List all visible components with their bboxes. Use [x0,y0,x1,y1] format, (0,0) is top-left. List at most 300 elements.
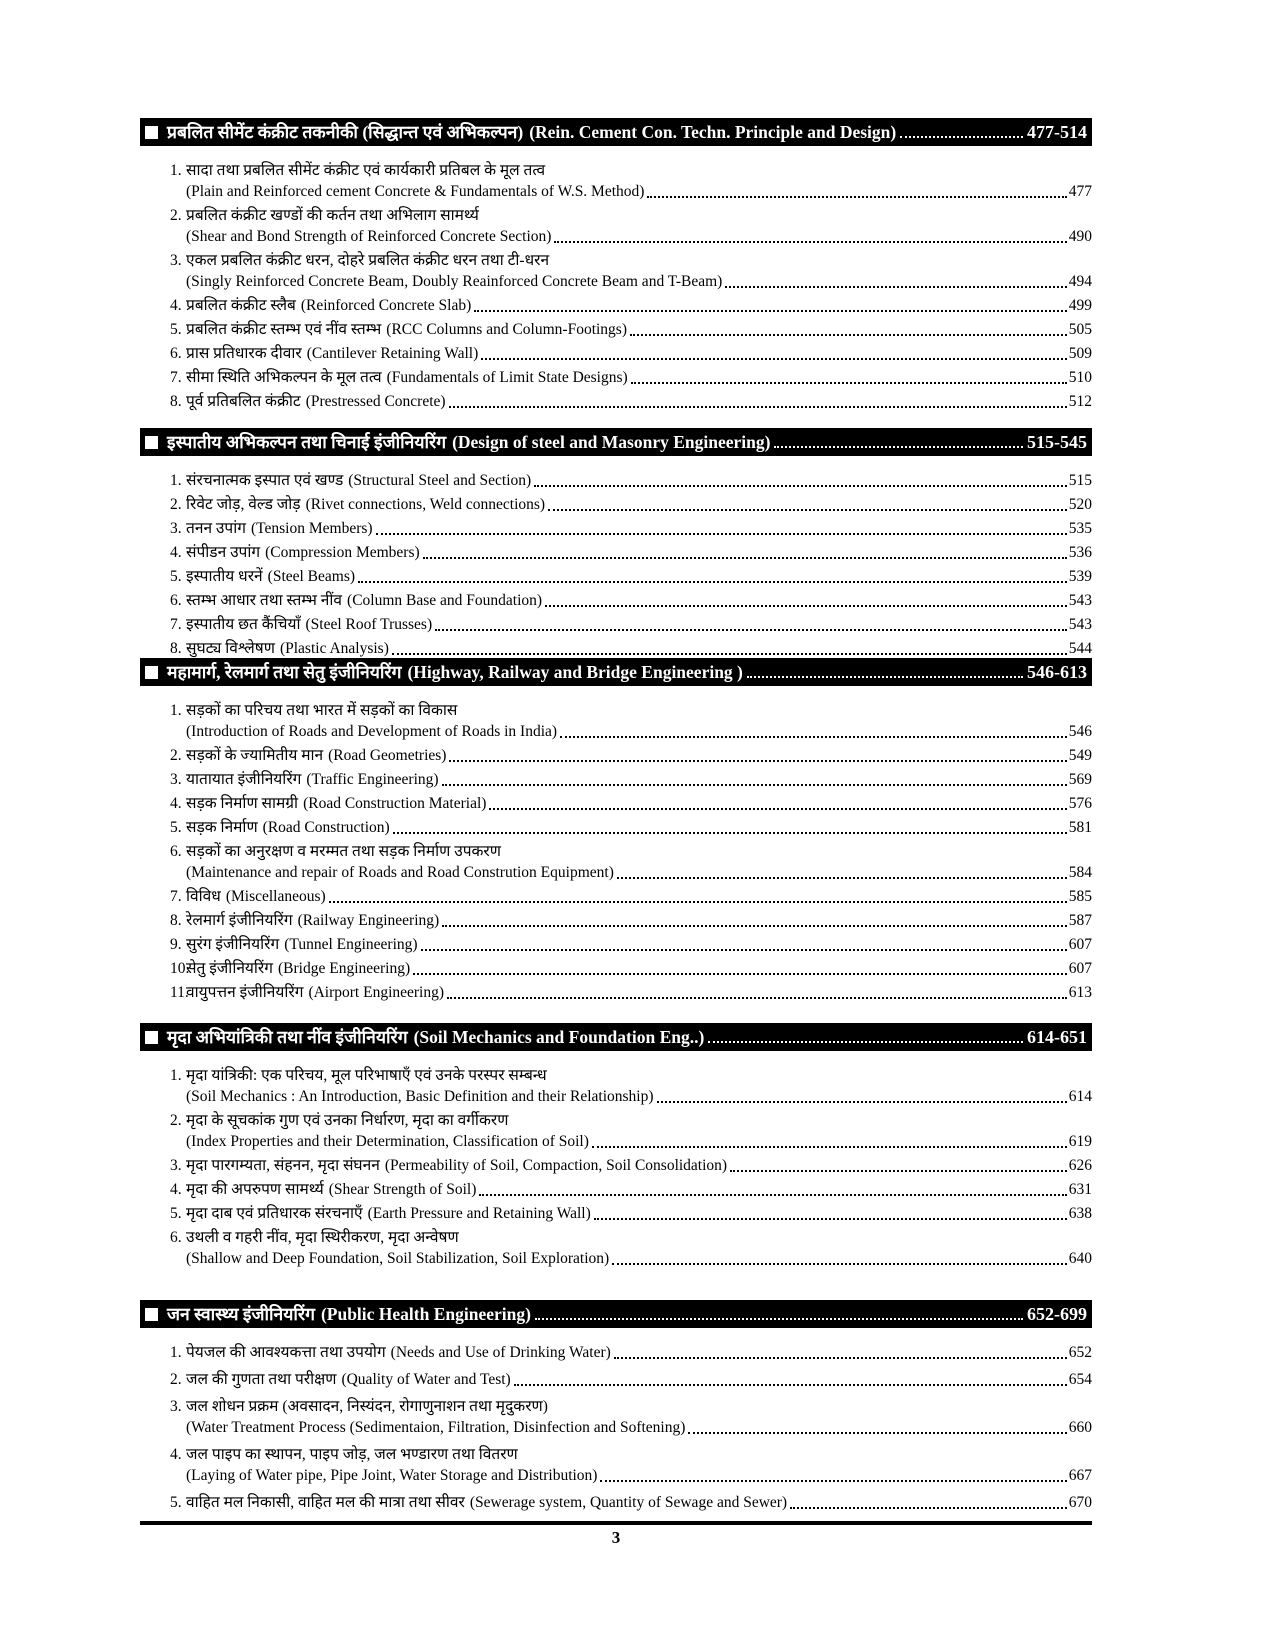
toc-entry [140,1110,1092,1152]
entry-text-english: (Steel Beams) [267,568,356,585]
entry-text-english: (Introduction of Roads and Development of Roads in India) [186,723,558,740]
entry-text-english: (RCC Columns and Column-Footings) [386,321,628,338]
entry-page-number: 546 [1068,723,1092,740]
entry-text-hindi: सड़कों का अनुरक्षण व मरम्मत तथा सड़क निर्माण उपकरण [186,843,501,860]
section-page-range: 515-545 [1027,431,1087,452]
entry-page-number: 569 [1068,771,1092,788]
section-title-hindi: प्रबलित सीमेंट कंक्रीट तकनीकी (सिद्धान्त एवं अभिकल्पन) [167,122,524,142]
entry-body [186,160,1092,202]
toc-entry [140,1203,1092,1224]
entry-text-hindi: उथली व गहरी नींव, मृदा स्थिरीकरण, मृदा अन्वेषण [186,1229,459,1246]
entry-text-hindi: मृदा की अपरुपण सामर्थ्य [186,1181,324,1198]
entry-body [186,841,1092,883]
entry-number: 4. [170,297,182,314]
entry-text-hindi: सीमा स्थिति अभिकल्पन के मूल तत्व [186,369,382,386]
toc-entry [140,295,1092,316]
entry-page-number: 494 [1068,273,1092,290]
dotted-leader [614,1357,1067,1359]
entry-page-number: 640 [1068,1250,1092,1267]
dotted-leader [479,1194,1066,1196]
entry-page-number: 654 [1068,1371,1092,1388]
entry-body [186,250,1092,292]
entry-text-english: (Index Properties and their Determination, Classification of Soil) [186,1133,589,1150]
section-title-english: (Highway, Railway and Bridge Engineering ) [407,661,743,682]
entry-body [186,391,1092,412]
entry-body [186,1396,1092,1438]
entry-page-number: 619 [1068,1133,1092,1150]
entry-line-english [186,862,1092,883]
dotted-leader [747,676,1023,678]
dotted-leader [358,581,1067,583]
dotted-leader [376,533,1067,535]
entry-line-hindi [186,160,1092,181]
entry-body [186,205,1092,247]
entry-line-hindi [186,205,1092,226]
dotted-leader [442,925,1067,927]
entry-number: 4. [170,544,182,561]
entry-text-hindi: पूर्व प्रतिबलित कंक्रीट [186,393,301,410]
entry-line [186,638,1092,659]
toc-entry [140,1227,1092,1269]
dotted-leader [423,557,1067,559]
entry-line-hindi [186,1065,1092,1086]
entry-text-english: (Tunnel Engineering) [284,936,418,953]
toc-entry [140,542,1092,563]
section-title-english: (Soil Mechanics and Foundation Eng..) [413,1026,705,1047]
entry-page-number: 626 [1068,1157,1092,1174]
toc-entry [140,700,1092,742]
section-title-english: (Public Health Engineering) [320,1303,531,1324]
entry-number: 4. [170,1181,182,1198]
section-entries [140,1342,1092,1513]
dotted-leader [617,877,1067,879]
entry-text-english: (Permeability of Soil, Compaction, Soil Consolidation) [384,1157,728,1174]
dotted-leader [413,973,1067,975]
entry-text-hindi: प्रबलित कंक्रीट स्लैब [186,297,296,314]
toc-entry [140,841,1092,883]
toc-section [140,1023,1092,1272]
entry-line-hindi [186,1227,1092,1248]
entry-body [186,817,1092,838]
section-page-range: 614-651 [1027,1026,1087,1047]
entry-text-hindi: प्रबलित कंक्रीट खण्डों की कर्तन तथा अभिलाग सामर्थ्य [186,207,479,224]
entry-line [186,590,1092,611]
entry-body [186,958,1092,979]
entry-text-hindi: मृदा दाब एवं प्रतिधारक संरचनाएँ [186,1205,363,1222]
entry-text-hindi: जल की गुणता तथा परीक्षण [186,1371,337,1388]
entry-body [186,518,1092,539]
entry-page-number: 512 [1068,393,1092,410]
entry-line-hindi [186,1110,1092,1131]
entry-text-hindi: इस्पातीय छत कैंचियाँ [186,616,301,633]
entry-line [186,1155,1092,1176]
toc-entry [140,1369,1092,1390]
dotted-leader [449,406,1067,408]
dotted-leader [514,1384,1067,1386]
entry-number: 5. [170,568,182,585]
entry-number: 7. [170,369,182,386]
entry-text-english: (Road Construction) [262,819,390,836]
entry-line [186,566,1092,587]
entry-page-number: 520 [1068,496,1092,513]
entry-text-hindi: मृदा के सूचकांक गुण एवं उनका निर्धारण, मृदा का वर्गीकरण [186,1112,509,1129]
section-title-hindi: जन स्वास्थ्य इंजीनियरिंग [167,1304,315,1324]
entry-number: 3. [170,520,182,537]
toc-entry [140,1065,1092,1107]
section-entries [140,160,1092,412]
entry-text-hindi: सुघट्य विश्लेषण [186,640,275,657]
entry-line [186,1369,1092,1390]
entry-body [186,700,1092,742]
entry-text-hindi: सड़क निर्माण सामग्री [186,795,299,812]
entry-number: 1. [170,162,182,179]
entry-text-hindi: सादा तथा प्रबलित सीमेंट कंक्रीट एवं कार्यकारी प्रतिबल के मूल तत्व [186,162,546,179]
entry-number: 8. [170,912,182,929]
section-title-english: (Design of steel and Masonry Engineering) [452,431,771,452]
dotted-leader [657,1101,1067,1103]
section-page-range: 546-613 [1027,661,1087,682]
entry-line-english [186,1131,1092,1152]
entry-body [186,638,1092,659]
entry-line [186,934,1092,955]
dotted-leader [560,736,1067,738]
square-bullet-icon [145,666,158,679]
entry-text-hindi: सड़कों के ज्यामितीय मान [186,747,324,764]
entry-line-english [186,1248,1092,1269]
entry-body [186,470,1092,491]
entry-body [186,590,1092,611]
entry-text-english: (Singly Reinforced Concrete Beam, Doubly Reainforced Concrete Beam and T-Beam) [186,273,723,290]
entry-number: 2. [170,207,182,224]
entry-number: 8. [170,640,182,657]
entry-line [186,1179,1092,1200]
entry-body [186,886,1092,907]
entry-line-hindi [186,1396,1092,1417]
entry-number: 8. [170,393,182,410]
entry-page-number: 652 [1068,1344,1092,1361]
toc-entry [140,1396,1092,1438]
entry-body [186,1065,1092,1107]
entry-text-hindi: एकल प्रबलित कंक्रीट धरन, दोहरे प्रबलित कंक्रीट धरन तथा टी-धरन [186,252,550,269]
section-header [140,1023,1092,1051]
entry-text-english: (Soil Mechanics : An Introduction, Basic Definition and their Relationship) [186,1088,654,1105]
entry-body [186,910,1092,931]
dotted-leader [534,485,1067,487]
entry-page-number: 584 [1068,864,1092,881]
entry-page-number: 549 [1068,747,1092,764]
dotted-leader [481,358,1067,360]
entry-text-english: (Shear and Bond Strength of Reinforced Concrete Section) [186,228,552,245]
entry-body [186,566,1092,587]
entry-number: 1. [170,472,182,489]
toc-entry [140,470,1092,491]
dotted-leader [708,1041,1023,1043]
dotted-leader [392,653,1067,655]
entry-line-english [186,271,1092,292]
dotted-leader [554,241,1066,243]
entry-text-english: (Bridge Engineering) [278,960,411,977]
section-entries [140,1065,1092,1269]
entry-text-hindi: रेलमार्ग इंजीनियरिंग [186,912,293,929]
dotted-leader [631,382,1067,384]
entry-text-english: (Shear Strength of Soil) [328,1181,477,1198]
section-title-hindi: महामार्ग, रेलमार्ग तथा सेतु इंजीनियरिंग [167,662,402,682]
entry-line [186,793,1092,814]
entry-line [186,982,1092,1003]
entry-text-hindi: रिवेट जोड़, वेल्ड जोड़ [186,496,301,513]
entry-page-number: 515 [1068,472,1092,489]
entry-text-english: (Road Construction Material) [303,795,487,812]
dotted-leader [435,629,1067,631]
entry-page-number: 509 [1068,345,1092,362]
entry-text-hindi: विविध [186,888,221,905]
toc-entry [140,319,1092,340]
square-bullet-icon [145,126,158,139]
square-bullet-icon [145,1308,158,1321]
section-entries [140,700,1092,1003]
section-header [140,118,1092,146]
entry-number: 3. [170,771,182,788]
entry-text-english: (Sewerage system, Quantity of Sewage and Sewer) [469,1494,788,1511]
toc-entry [140,1444,1092,1486]
entry-text-english: (Water Treatment Process (Sedimentaion, Filtration, Disinfection and Softening) [186,1419,686,1436]
dotted-leader [449,760,1066,762]
entry-body [186,1179,1092,1200]
entry-line [186,470,1092,491]
toc-section [140,118,1092,415]
entry-line-hindi [186,700,1092,721]
entry-number: 2. [170,1112,182,1129]
square-bullet-icon [145,436,158,449]
entry-body [186,982,1092,1003]
entry-line [186,958,1092,979]
section-title-english: (Rein. Cement Con. Techn. Principle and Design) [529,121,897,142]
dotted-leader [442,784,1067,786]
entry-page-number: 613 [1068,984,1092,1001]
entry-number: 7. [170,616,182,633]
entry-body [186,343,1092,364]
entry-page-number: 587 [1068,912,1092,929]
dotted-leader [688,1432,1066,1434]
toc-entry [140,886,1092,907]
entry-text-english: (Rivet connections, Weld connections) [305,496,546,513]
dotted-leader [612,1263,1067,1265]
entry-body [186,494,1092,515]
entry-number: 5. [170,819,182,836]
entry-text-english: (Structural Steel and Section) [348,472,532,489]
dotted-leader [594,1218,1067,1220]
entry-number: 1. [170,1067,182,1084]
entry-text-english: (Miscellaneous) [225,888,326,905]
section-page-range: 652-699 [1027,1303,1087,1324]
entry-text-hindi: सुरंग इंजीनियरिंग [186,936,280,953]
entry-number: 5. [170,1205,182,1222]
entry-page-number: 631 [1068,1181,1092,1198]
toc-entry [140,391,1092,412]
entry-text-english: (Maintenance and repair of Roads and Road Constrution Equipment) [186,864,614,881]
toc-entry [140,1179,1092,1200]
entry-text-hindi: प्रबलित कंक्रीट स्तम्भ एवं नींव स्तम्भ [186,321,382,338]
toc-entry [140,367,1092,388]
entry-page-number: 536 [1068,544,1092,561]
entry-text-hindi: यातायात इंजीनियरिंग [186,771,302,788]
toc-section [140,1300,1092,1519]
entry-page-number: 505 [1068,321,1092,338]
entry-line [186,1342,1092,1363]
entry-page-number: 510 [1068,369,1092,386]
entry-line-hindi [186,250,1092,271]
entry-line [186,769,1092,790]
entry-text-hindi: संरचनात्मक इस्पात एवं खण्ड [186,472,344,489]
entry-number: 10. [170,960,190,977]
entry-number: 6. [170,1229,182,1246]
entry-line [186,391,1092,412]
toc-entry [140,566,1092,587]
dotted-leader [489,808,1066,810]
entry-number: 4. [170,795,182,812]
dotted-leader [647,196,1066,198]
entry-text-hindi: मृदा पारगम्यता, संहनन, मृदा संघनन [186,1157,380,1174]
entry-line [186,886,1092,907]
entry-page-number: 660 [1068,1419,1092,1436]
entry-line-english [186,226,1092,247]
entry-text-english: (Quality of Water and Test) [341,1371,511,1388]
entry-line [186,614,1092,635]
entry-text-english: (Steel Roof Trusses) [305,616,433,633]
entry-text-hindi: वायुपत्तन इंजीनियरिंग [186,984,304,1001]
square-bullet-icon [145,1031,158,1044]
entry-body [186,367,1092,388]
entry-line-english [186,1465,1092,1486]
entry-text-english: (Laying of Water pipe, Pipe Joint, Water Storage and Distribution) [186,1467,598,1484]
entry-page-number: 607 [1068,936,1092,953]
dotted-leader [600,1480,1066,1482]
entry-text-english: (Plain and Reinforced cement Concrete & Fundamentals of W.S. Method) [186,183,645,200]
section-title-hindi: इस्पातीय अभिकल्पन तथा चिनाई इंजीनियरिंग [167,432,447,452]
entry-text-hindi: संपीडन उपांग [186,544,261,561]
section-title-hindi: मृदा अभियांत्रिकी तथा नींव इंजीनियरिंग [167,1027,408,1047]
toc-entry [140,769,1092,790]
entry-text-english: (Needs and Use of Drinking Water) [390,1344,611,1361]
entry-text-hindi: प्रास प्रतिधारक दीवार [186,345,302,362]
toc-entry [140,1155,1092,1176]
entry-number: 11. [170,984,189,1001]
toc-entry [140,934,1092,955]
toc [140,0,1092,1650]
entry-number: 5. [170,321,182,338]
entry-text-hindi: सेतु इंजीनियरिंग [186,960,274,977]
entry-page-number: 499 [1068,297,1092,314]
entry-page-number: 638 [1068,1205,1092,1222]
toc-entry [140,638,1092,659]
dotted-leader [329,901,1067,903]
entry-page-number: 607 [1068,960,1092,977]
entry-number: 3. [170,1157,182,1174]
entry-text-english: (Reinforced Concrete Slab) [300,297,472,314]
entry-text-hindi: वाहित मल निकासी, वाहित मल की मात्रा तथा सीवर [186,1494,465,1511]
entry-text-hindi: मृदा यांत्रिकी: एक परिचय, मूल परिभाषाएँ एवं उनके परस्पर सम्बन्ध [186,1067,547,1084]
entry-body [186,745,1092,766]
entry-number: 7. [170,888,182,905]
entry-text-hindi: तनन उपांग [186,520,246,537]
entry-body [186,1444,1092,1486]
dotted-leader [730,1170,1067,1172]
entry-body [186,295,1092,316]
entry-number: 5. [170,1494,182,1511]
entry-page-number: 477 [1068,183,1092,200]
dotted-leader [774,446,1023,448]
entry-body [186,934,1092,955]
entry-page-number: 585 [1068,888,1092,905]
section-entries [140,470,1092,659]
entry-text-english: (Cantilever Retaining Wall) [306,345,479,362]
entry-text-hindi: जल शोधन प्रक्रम (अवसादन, निस्यंदन, रोगाणुनाशन तथा मृदुकरण) [186,1398,548,1415]
page-number: 3 [611,1528,621,1547]
entry-page-number: 539 [1068,568,1092,585]
entry-text-english: (Compression Members) [265,544,420,561]
entry-number: 4. [170,1446,182,1463]
entry-number: 6. [170,345,182,362]
toc-section [140,658,1092,1006]
entry-page-number: 543 [1068,592,1092,609]
toc-entry [140,1342,1092,1363]
toc-entry [140,982,1092,1003]
entry-page-number: 670 [1068,1494,1092,1511]
entry-page-number: 544 [1068,640,1092,657]
entry-body [186,319,1092,340]
entry-number: 1. [170,1344,182,1361]
dotted-leader [447,997,1067,999]
entry-text-hindi: सड़क निर्माण [186,819,258,836]
entry-page-number: 614 [1068,1088,1092,1105]
entry-body [186,1369,1092,1390]
entry-page-number: 581 [1068,819,1092,836]
toc-entry [140,518,1092,539]
entry-text-english: (Earth Pressure and Retaining Wall) [367,1205,591,1222]
entry-page-number: 667 [1068,1467,1092,1484]
section-header [140,1300,1092,1328]
entry-text-english: (Column Base and Foundation) [347,592,543,609]
entry-text-english: (Traffic Engineering) [306,771,439,788]
entry-number: 2. [170,747,182,764]
footer-rule [140,1521,1092,1525]
dotted-leader [725,286,1066,288]
entry-body [186,1492,1092,1513]
toc-entry [140,745,1092,766]
dotted-leader [474,310,1067,312]
toc-entry [140,958,1092,979]
dotted-leader [535,1318,1023,1320]
entry-line-hindi [186,1444,1092,1465]
entry-page-number: 535 [1068,520,1092,537]
dotted-leader [545,605,1067,607]
entry-line [186,542,1092,563]
section-header [140,428,1092,456]
entry-line [186,1203,1092,1224]
entry-page-number: 543 [1068,616,1092,633]
toc-entry [140,494,1092,515]
toc-entry [140,590,1092,611]
entry-number: 6. [170,843,182,860]
dotted-leader [900,136,1023,138]
entry-line [186,367,1092,388]
toc-section [140,428,1092,662]
entry-line [186,343,1092,364]
entry-line-english [186,1086,1092,1107]
entry-body [186,1203,1092,1224]
toc-entry [140,910,1092,931]
entry-line [186,1492,1092,1513]
